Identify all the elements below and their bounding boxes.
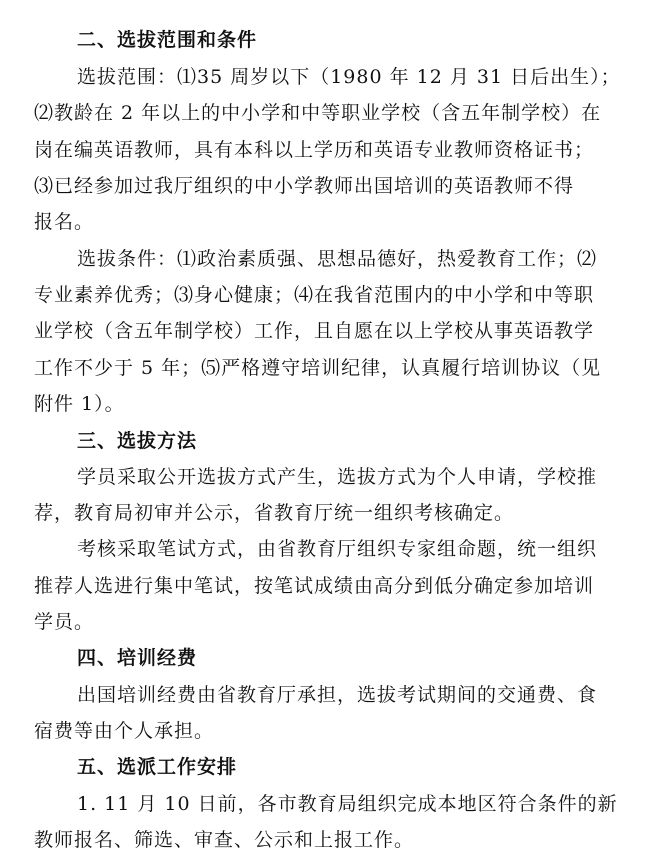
paragraph-line: 业学校（含五年制学校）工作，且自愿在以上学校从事英语教学 — [34, 320, 595, 342]
paragraph-line: 工作不少于 5 年；⑸严格遵守培训纪律，认真履行培训协议（见 — [34, 357, 602, 379]
paragraph-line: 推荐人选进行集中笔试，按笔试成绩由高分到低分确定参加培训 — [34, 575, 595, 597]
section-heading-selection-scope: 二、选拔范围和条件 — [77, 29, 258, 51]
paragraph-line: 学员。 — [34, 611, 95, 633]
paragraph-line: 1. 11 月 10 日前，各市教育局组织完成本地区符合条件的新 — [77, 793, 618, 815]
section-heading-selection-method: 三、选拔方法 — [77, 430, 198, 452]
paragraph-line: 宿费等由个人承担。 — [34, 720, 215, 742]
paragraph-line: 荐，教育局初审并公示，省教育厅统一组织考核确定。 — [34, 502, 515, 524]
paragraph-line: 选拔范围：⑴35 周岁以下（1980 年 12 月 31 日后出生）； — [77, 66, 621, 88]
section-heading-dispatch-arrangement: 五、选派工作安排 — [77, 756, 238, 778]
paragraph-line: 附件 1）。 — [34, 393, 125, 415]
paragraph-line: 学员采取公开选拔方式产生，选拔方式为个人申请，学校推 — [77, 466, 598, 488]
paragraph-line: ⑶已经参加过我厅组织的中小学教师出国培训的英语教师不得 — [34, 175, 575, 197]
paragraph-line: 专业素养优秀；⑶身心健康；⑷在我省范围内的中小学和中等职 — [34, 284, 595, 306]
paragraph-line: 考核采取笔试方式，由省教育厅组织专家组命题，统一组织 — [77, 538, 598, 560]
paragraph-line: 选拔条件：⑴政治素质强、思想品德好，热爱教育工作；⑵ — [77, 248, 598, 270]
section-heading-training-funds: 四、培训经费 — [77, 647, 198, 669]
paragraph-line: 出国培训经费由省教育厅承担，选拔考试期间的交通费、食 — [77, 684, 598, 706]
paragraph-line: 教师报名、筛选、审查、公示和上报工作。 — [34, 829, 415, 851]
paragraph-line: 报名。 — [34, 211, 95, 233]
paragraph-line: 岗在编英语教师，具有本科以上学历和英语专业教师资格证书； — [34, 139, 595, 161]
paragraph-line: ⑵教龄在 2 年以上的中小学和中等职业学校（含五年制学校）在 — [34, 102, 602, 124]
